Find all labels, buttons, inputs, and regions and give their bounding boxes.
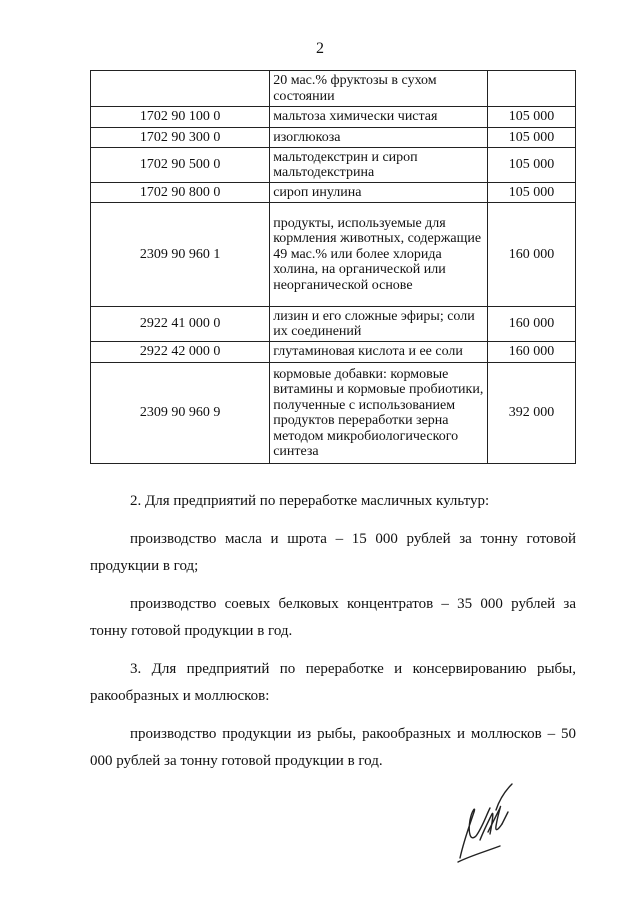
paragraph: производство соевых белковых концентратов – 35 000 рублей за тонну готовой продукции в год.	[90, 596, 576, 639]
table-cell-description: лизин и его сложные эфиры; соли их соединений	[270, 307, 488, 342]
table-cell-rate: 160 000	[487, 342, 575, 363]
signature-image	[440, 780, 530, 875]
table-cell-description: изоглюкоза	[270, 128, 488, 148]
table-cell-code: 1702 90 500 0	[91, 148, 270, 183]
table-cell-description: глутаминовая кислота и ее соли	[270, 342, 488, 363]
table-cell-code: 2309 90 960 9	[91, 363, 270, 464]
table-cell-description: мальтоза химически чистая	[270, 107, 488, 128]
tariff-table	[90, 70, 576, 464]
table-row	[91, 307, 576, 342]
table-cell-description: мальтодекстрин и сироп мальтодекстрина	[270, 148, 488, 183]
table-row	[91, 342, 576, 363]
table-cell-code: 2922 41 000 0	[91, 307, 270, 342]
table-row	[91, 203, 576, 307]
table-row	[91, 363, 576, 464]
table-row	[91, 128, 576, 148]
table-cell-rate: 160 000	[487, 307, 575, 342]
table-cell-rate: 105 000	[487, 107, 575, 128]
table-cell-code: 2309 90 960 1	[91, 203, 270, 307]
table-cell-description: сироп инулина	[270, 183, 488, 203]
paragraph: производство продукции из рыбы, ракообразных и моллюсков – 50 000 рублей за тонну готовой продукции в год.	[90, 726, 576, 769]
table-cell-code	[91, 71, 270, 107]
table-cell-rate: 105 000	[487, 148, 575, 183]
table-row	[91, 71, 576, 107]
table-cell-code: 1702 90 300 0	[91, 128, 270, 148]
page-number: 2	[316, 40, 324, 57]
table-cell-description: кормовые добавки: кормовые витамины и кормовые пробиотики, полученные с использованием продуктов переработки зерна методом микробиологического синтеза	[270, 363, 488, 464]
table-cell-rate: 392 000	[487, 363, 575, 464]
table-cell-rate	[487, 71, 575, 107]
table-row	[91, 183, 576, 203]
table-row	[91, 107, 576, 128]
table-cell-description: продукты, используемые для кормления животных, содержащие 49 мас.% или более хлорида холина, на органической или неорганической основе	[270, 203, 488, 307]
paragraph: 2. Для предприятий по переработке масличных культур:	[130, 493, 490, 509]
paragraph: 3. Для предприятий по переработке и консервированию рыбы, ракообразных и моллюсков:	[90, 661, 576, 704]
table-cell-code: 2922 42 000 0	[91, 342, 270, 363]
table-cell-code: 1702 90 800 0	[91, 183, 270, 203]
table-cell-rate: 105 000	[487, 183, 575, 203]
table-cell-rate: 105 000	[487, 128, 575, 148]
table-cell-rate: 160 000	[487, 203, 575, 307]
table-cell-code: 1702 90 100 0	[91, 107, 270, 128]
paragraph: производство масла и шрота – 15 000 рублей за тонну готовой продукции в год;	[90, 531, 576, 574]
body-text	[90, 488, 576, 775]
table-row	[91, 148, 576, 183]
table-cell-description: 20 мас.% фруктозы в сухом состоянии	[270, 71, 488, 107]
